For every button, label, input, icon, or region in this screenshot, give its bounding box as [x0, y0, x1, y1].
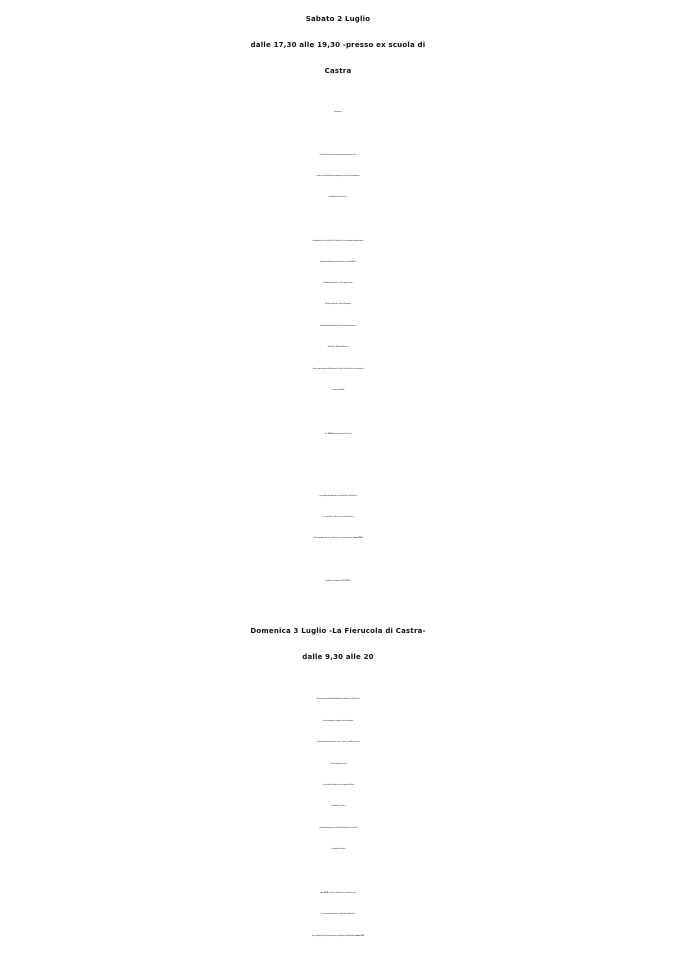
booking-info: gradita la prenotazione:349/5858439 — [325, 581, 351, 582]
sunday-hours-heading: dalle 9,30 alle 20 — [302, 653, 374, 661]
time-suffix: presso ex scuola di Castra — [332, 434, 351, 435]
market-item: -Mercato con prodotti delle Aziende che riforniscono i G.A.S locali — [316, 699, 360, 700]
saturday-date-heading: Sabato 2 Luglio — [305, 15, 371, 23]
tasting-text: che ci guidera' alla Degustazione dei vini Biologici del Montalbano — [311, 936, 357, 937]
participant-line: Viticoltore Biologico - Blanca Rodriguez — [324, 304, 352, 305]
participant-line: Dott. Alessandro Marino Merlo agronomo biodinamico — [320, 326, 356, 327]
market-item: _Laboratorio del pane con Silvia del panificio di Levocellule — [318, 828, 358, 829]
participant-line: Olivicoltore - Andrea Menichetti — [327, 347, 349, 348]
evening-line — [0, 884, 676, 904]
intro-line: Una chiacchierata tra olivicoltori,vignaioli ed esperti che — [319, 155, 357, 156]
dinner-title — [0, 466, 676, 486]
evening-text: – Presso i locali dell' ex scuola di Castra — [328, 893, 356, 894]
aperitivo-line: Un' aperitivo speciale con il Sommelier Filippo Cioli — [321, 914, 355, 915]
participant-line: a seguire il dibattito — [331, 390, 345, 391]
participant-line: Viticoltore Biodinamico - Giuseppe Pluchino — [323, 283, 353, 284]
conference-label: Conferenza: — [333, 112, 343, 113]
market-item: _Laboratorio di filatura — [330, 806, 346, 807]
market-item: _Piccolo artigianato locale — [329, 764, 347, 765]
tasting-price: Euro 5,00 — [356, 936, 365, 937]
time-prefix: ore — [325, 434, 328, 435]
music-line — [0, 529, 676, 549]
tasting-line — [0, 927, 676, 947]
intro-line: metterà a confronto diverse esperienze e tecniche di coltivazione — [316, 176, 360, 177]
music-text: Musica popolare dal vivo con Pamela e la sua fisarmonica , — [313, 538, 354, 539]
participant-line: Introduzione :per CastraCivico50 ,Stefania Voli - due parole di presentazione — [312, 241, 364, 242]
dinner-line: e la cuoca Bio ,Tiziana con le cuoche di Castra — [322, 517, 354, 518]
saturday-time-line — [0, 425, 676, 445]
evening-time: ore 19,00 — [320, 893, 329, 894]
time-value: 19,30 — [327, 434, 333, 435]
participant-line: Come rappresentante del Biodistretto ,la Sign. Silvia Pinferi che comunicherà — [312, 369, 364, 370]
dinner-price: Euro 20,00 — [353, 538, 363, 539]
market-item: _Lo zoo utile di Matteo con due sorprese Pelose — [321, 785, 355, 786]
intro-line: parteciperanno all'incontro : — [328, 197, 348, 198]
market-item: con formaggi,pane ,ortaggi e frutta di stagione. — [322, 721, 354, 722]
saturday-place-heading: Castra — [324, 67, 352, 75]
participant-line: L'Agronomo Biodinamico Consulente -Leonello Anello — [320, 262, 356, 263]
dinner-line: con prodotti delle Aziende che riforniscono i G.A.S locali — [319, 496, 357, 497]
conference-title — [0, 124, 676, 144]
sunday-heading: Domenica 3 Luglio -La Fierucola di Castra- — [250, 627, 426, 635]
market-item: _Mercato di produzione locale con gli “storici “ produttori Castresi — [316, 742, 360, 743]
saturday-time-heading: dalle 17,30 alle 19,30 -presso ex scuola di — [250, 41, 426, 49]
market-item: _Laboratorio del vetro — [330, 849, 346, 850]
